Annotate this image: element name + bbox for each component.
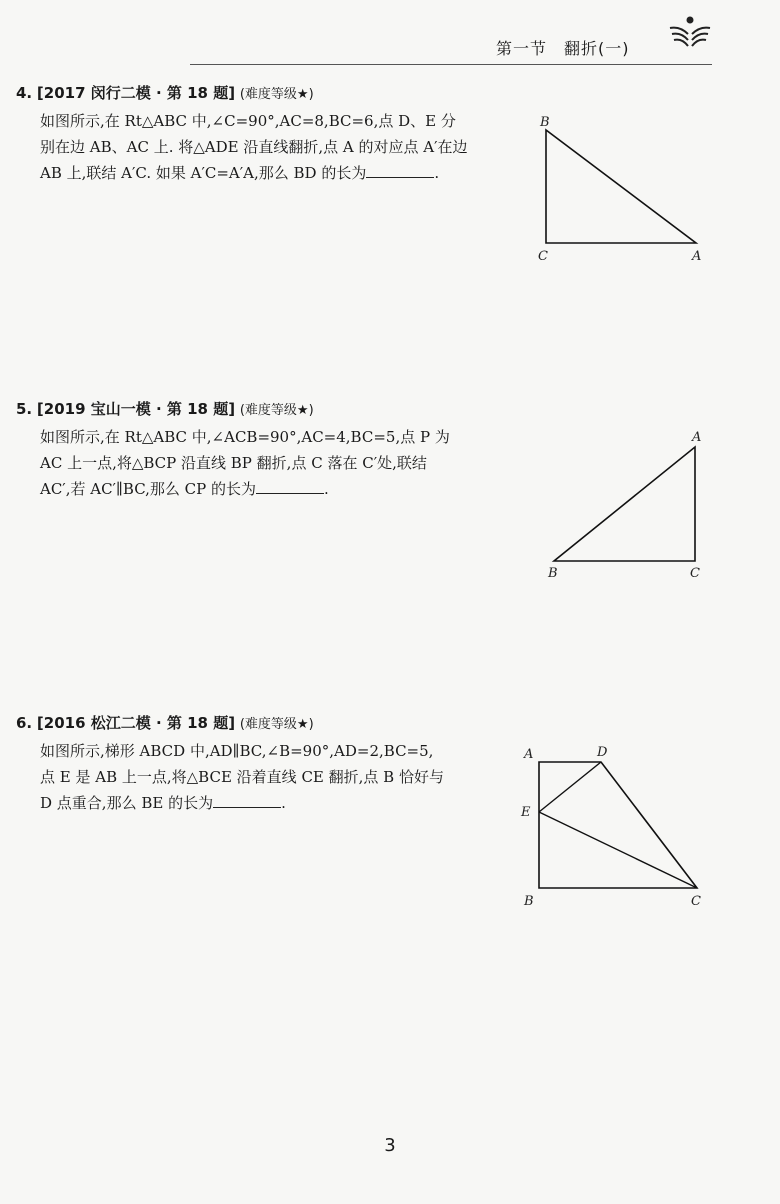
- vertex-label-c: C: [691, 894, 701, 909]
- figure-trapezoid-6: [515, 740, 715, 915]
- problem-6: [16, 710, 516, 816]
- vertex-label-a: A: [524, 747, 534, 762]
- page-number: 3: [384, 1135, 396, 1156]
- answer-blank[interactable]: [213, 793, 281, 808]
- vertex-label-e: E: [521, 805, 531, 820]
- problem-text: 如图所示,梯形 ABCD 中,AD∥BC,∠B=90°,AD=2,BC=5, 点 E 是 AB 上一点,将△BCE 沿着直线 CE 翻折,点 B 恰好与 D 点重合,那么 BE 的长为 .: [16, 738, 516, 816]
- text-line: 如图所示,在 Rt△ABC 中,∠C=90°,AC=8,BC=6,点 D、E 分: [40, 112, 456, 130]
- answer-blank[interactable]: [256, 479, 324, 494]
- vertex-label-a: A: [692, 249, 702, 264]
- vertex-label-b: B: [540, 115, 550, 130]
- header-rule: [190, 64, 712, 65]
- text-line: 如图所示,梯形 ABCD 中,AD∥BC,∠B=90°,AD=2,BC=5,: [40, 742, 434, 760]
- vertex-label-b: B: [524, 894, 534, 909]
- vertex-label-c: C: [690, 566, 700, 581]
- difficulty-label: (难度等级★): [239, 87, 314, 102]
- text-line: AB 上,联结 A′C. 如果 A′C=A′A,那么 BD 的长为: [40, 164, 367, 182]
- text-line: D 点重合,那么 BE 的长为: [40, 794, 214, 812]
- problem-number: 6.: [16, 714, 33, 732]
- problem-source: [2016 松江二模 · 第 18 题]: [36, 714, 236, 732]
- figure-triangle-5: [540, 425, 720, 585]
- problem-4: [16, 80, 516, 186]
- problem-5: [16, 396, 516, 502]
- text-line: 如图所示,在 Rt△ABC 中,∠ACB=90°,AC=4,BC=5,点 P 为: [40, 428, 450, 446]
- problem-number: 5.: [16, 400, 33, 418]
- problem-header: [16, 710, 516, 738]
- figure-triangle-4: [530, 110, 720, 270]
- vertex-label-d: D: [597, 745, 608, 760]
- text-line: 点 E 是 AB 上一点,将△BCE 沿着直线 CE 翻折,点 B 恰好与: [40, 768, 444, 786]
- difficulty-label: (难度等级★): [239, 717, 314, 732]
- problem-number: 4.: [16, 84, 33, 102]
- problem-header: [16, 80, 516, 108]
- text-line: AC′,若 AC′∥BC,那么 CP 的长为: [40, 480, 257, 498]
- section-title: 第一节 翻折(一): [496, 39, 630, 58]
- text-line: 别在边 AB、AC 上. 将△ADE 沿直线翻折,点 A 的对应点 A′在边: [40, 138, 468, 156]
- problem-text: 如图所示,在 Rt△ABC 中,∠C=90°,AC=8,BC=6,点 D、E 分 别在边 AB、AC 上. 将△ADE 沿直线翻折,点 A 的对应点 A′在边 AB 上,联结 A′C. 如果 A′C=A′A,那么 BD 的长为 .: [16, 108, 516, 186]
- vertex-label-c: C: [538, 249, 548, 264]
- answer-blank[interactable]: [366, 163, 434, 178]
- vertex-label-b: B: [548, 566, 558, 581]
- vertex-label-a: A: [692, 430, 702, 445]
- book-logo-icon: [666, 14, 714, 50]
- problem-text: 如图所示,在 Rt△ABC 中,∠ACB=90°,AC=4,BC=5,点 P 为 AC 上一点,将△BCP 沿直线 BP 翻折,点 C 落在 C′处,联结 AC′,若 AC′∥BC,那么 CP 的长为 .: [16, 424, 516, 502]
- problem-source: [2019 宝山一模 · 第 18 题]: [36, 400, 236, 418]
- problem-header: [16, 396, 516, 424]
- problem-source: [2017 闵行二模 · 第 18 题]: [36, 84, 236, 102]
- text-line: AC 上一点,将△BCP 沿直线 BP 翻折,点 C 落在 C′处,联结: [40, 454, 427, 472]
- difficulty-label: (难度等级★): [239, 403, 314, 418]
